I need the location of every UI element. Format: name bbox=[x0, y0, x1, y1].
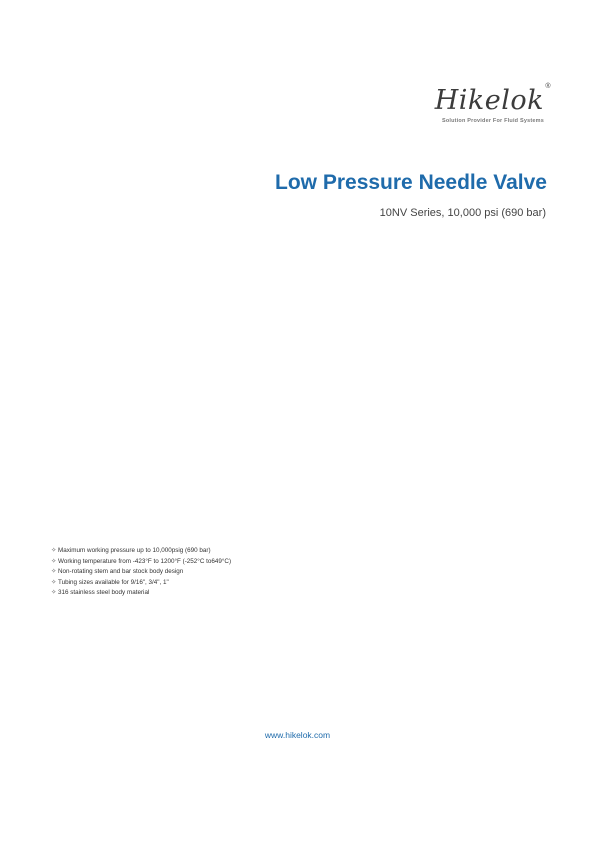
list-item bbox=[51, 557, 231, 568]
website-link[interactable]: www.hikelok.com bbox=[264, 730, 331, 740]
feature-list bbox=[51, 546, 231, 599]
diamond-outline-icon: ✧ bbox=[51, 589, 57, 597]
list-item bbox=[51, 578, 231, 589]
logo-wordmark bbox=[434, 83, 551, 116]
document-subtitle: 10NV Series, 10,000 psi (690 bar) bbox=[379, 207, 546, 219]
feature-text: Working temperature from -423°F to 1200°F (-252°C to649°C) bbox=[58, 557, 232, 565]
feature-text: Tubing sizes available for 9/16", 3/4", 1" bbox=[58, 578, 169, 586]
feature-text: 316 stainless steel body material bbox=[58, 589, 150, 597]
list-item bbox=[51, 546, 231, 557]
feature-text: Maximum working pressure up to 10,000psig (690 bar) bbox=[58, 547, 211, 554]
diamond-outline-icon: ✧ bbox=[51, 568, 57, 576]
registered-mark: ® bbox=[545, 83, 551, 90]
logo-tagline: Solution Provider For Fluid Systems bbox=[441, 118, 544, 124]
brand-logo bbox=[414, 83, 551, 125]
document-title: Low Pressure Needle Valve bbox=[275, 171, 547, 194]
logo-text: Hikelok bbox=[434, 85, 544, 116]
list-item bbox=[51, 567, 231, 578]
diamond-outline-icon: ✧ bbox=[51, 557, 57, 565]
diamond-outline-icon: ✧ bbox=[51, 547, 57, 554]
diamond-outline-icon: ✧ bbox=[51, 578, 57, 586]
list-item bbox=[51, 588, 231, 599]
feature-text: Non-rotating stem and bar stock body design bbox=[58, 568, 184, 576]
